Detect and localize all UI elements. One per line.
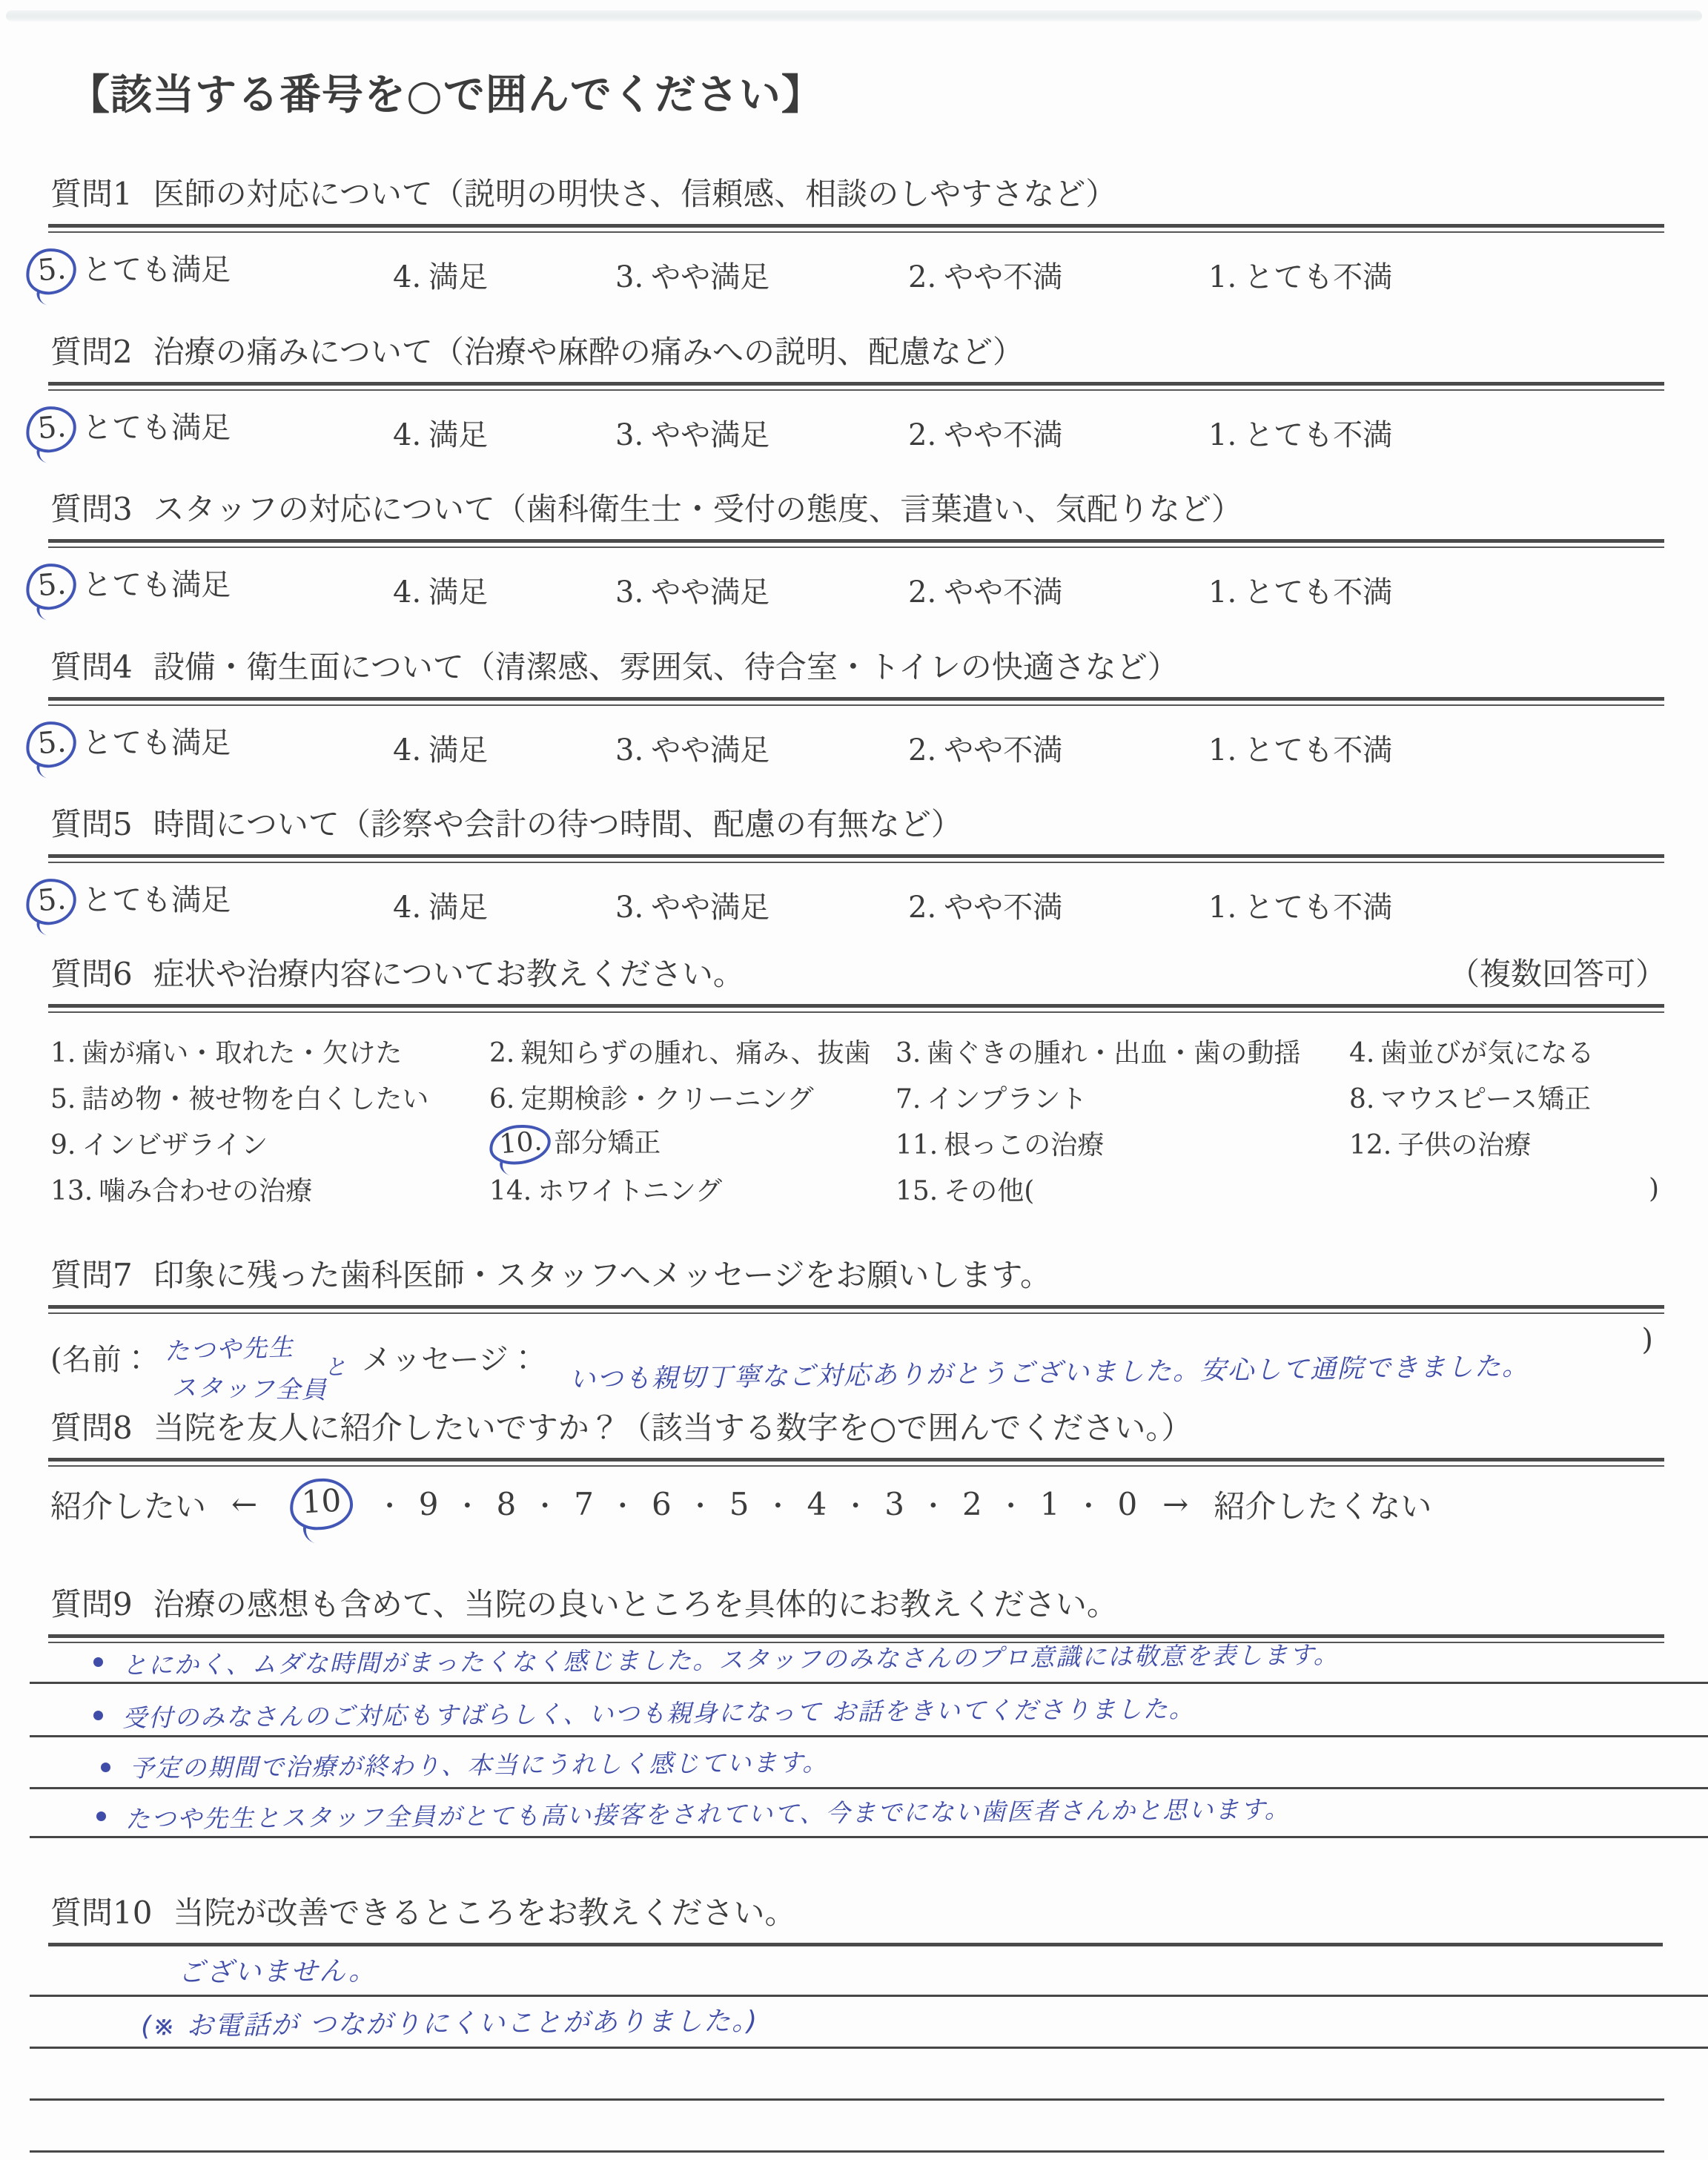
handwritten-comment-3: 予定の期間で治療が終わり、本当にうれしく感じています。 xyxy=(129,1747,829,1783)
option-4: 4. 満足 xyxy=(393,575,489,610)
question-6-title: 症状や治療内容についてお教えください。 xyxy=(153,956,744,992)
dot-separator: ・ xyxy=(376,1491,403,1522)
scan-artifact-bar xyxy=(6,10,1702,22)
rule-divider xyxy=(48,1305,1664,1314)
scale-left-label: 紹介したい xyxy=(50,1487,207,1525)
answer-line xyxy=(30,1735,1708,1789)
dot-separator: ・ xyxy=(919,1491,947,1522)
answer-line-empty xyxy=(30,2051,1664,2101)
page-title: 【該当する番号を○で囲んでください】 xyxy=(68,70,824,119)
option-5: 5. とても満足 xyxy=(26,561,231,610)
option-3: 3. やや満足 xyxy=(615,575,770,610)
question-4-heading xyxy=(50,648,1666,687)
handwritten-phone-note: (※ お電話が つながりにくいことがありました。) xyxy=(140,2006,759,2042)
handwritten-circle-mark: 5. xyxy=(24,561,78,612)
question-2-options xyxy=(36,398,1666,462)
question-6-label: 質問6 xyxy=(50,956,133,992)
rule-divider xyxy=(48,1458,1664,1467)
handwritten-circle-mark: 5. xyxy=(24,404,78,455)
question-4-label: 質問4 xyxy=(50,649,133,685)
question-10 xyxy=(50,1894,1666,2042)
question-4 xyxy=(36,648,1666,777)
question-2-heading xyxy=(50,333,1666,371)
handwritten-message: いつも親切丁寧なご対応ありがとうございました。安心して通院できました。 xyxy=(569,1351,1530,1396)
question-5 xyxy=(36,805,1666,934)
right-arrow-icon: → xyxy=(1162,1486,1189,1522)
option-1: 1. とても不満 xyxy=(1208,891,1393,925)
option-3: 3. やや満足 xyxy=(615,733,770,767)
dot-separator: ・ xyxy=(842,1491,870,1522)
question-9-heading xyxy=(50,1585,1666,1624)
handwritten-comment-4: たつや先生とスタッフ全員がとても高い接客をされていて、今までにない歯医者さんかと思います。 xyxy=(125,1794,1291,1834)
question-1-title: 医師の対応について（説明の明快さ、信頼感、相談のしやすさなど） xyxy=(153,176,1117,212)
question-1-label: 質問1 xyxy=(50,176,133,212)
q6-option-14: 14. ホワイトニング xyxy=(489,1175,723,1206)
handwritten-circle-mark xyxy=(288,1477,354,1531)
option-label: とても満足 xyxy=(82,253,231,287)
question-5-heading xyxy=(50,805,1666,844)
question-3-heading xyxy=(50,490,1666,529)
dot-separator: ・ xyxy=(686,1491,714,1522)
scale-number-8: 8 xyxy=(496,1486,517,1522)
rule-divider xyxy=(48,697,1664,706)
handwritten-circle-mark: 5. xyxy=(24,719,78,770)
dot-separator: ・ xyxy=(997,1491,1025,1522)
question-8 xyxy=(50,1409,1666,1530)
question-9-title: 治療の感想も含めて、当院の良いところを具体的にお教えください。 xyxy=(153,1586,1118,1622)
q6-option-10: 10. 部分矯正 xyxy=(489,1122,896,1164)
question-3-label: 質問3 xyxy=(50,491,133,527)
option-5: 5. とても満足 xyxy=(26,719,231,767)
answer-line xyxy=(30,1630,1708,1684)
q6-option-8: 8. マウスピース矯正 xyxy=(1349,1083,1592,1114)
option-4: 4. 満足 xyxy=(393,418,489,452)
question-7-title: 印象に残った歯科医師・スタッフへメッセージをお願いします。 xyxy=(153,1257,1052,1293)
answer-line xyxy=(30,1999,1708,2049)
option-3: 3. やや満足 xyxy=(615,891,770,925)
option-3: 3. やや満足 xyxy=(615,418,770,452)
option-2: 2. やや不満 xyxy=(908,575,1063,610)
scale-number-1: 1 xyxy=(1039,1486,1060,1522)
rule-divider xyxy=(48,854,1664,863)
question-6-options xyxy=(50,1028,1666,1212)
scale-right-label: 紹介したくない xyxy=(1214,1487,1432,1525)
answer-line xyxy=(30,1946,1708,1997)
q6-other-close-paren: ) xyxy=(1648,1173,1659,1204)
question-8-title: 当院を友人に紹介したいですか？（該当する数字を○で囲んでください。） xyxy=(153,1410,1193,1446)
q6-option-2: 2. 親知らずの腫れ、痛み、抜歯 xyxy=(489,1037,871,1069)
question-8-heading xyxy=(50,1409,1666,1447)
question-4-title: 設備・衛生面について（清潔感、雰囲気、待合室・トイレの快適さなど） xyxy=(153,649,1179,685)
question-3-options xyxy=(36,555,1666,619)
option-3: 3. やや満足 xyxy=(615,260,770,294)
q6-option-4: 4. 歯並びが気になる xyxy=(1349,1037,1595,1069)
scale-number-7: 7 xyxy=(574,1486,594,1522)
question-5-label: 質問5 xyxy=(50,806,133,842)
question-2-title: 治療の痛みについて（治療や麻酔の痛みへの説明、配慮など） xyxy=(153,334,1025,370)
q6-option-9: 9. インビザライン xyxy=(50,1129,268,1160)
question-6-heading xyxy=(50,955,1666,994)
close-paren: ) xyxy=(1641,1323,1653,1357)
answer-line xyxy=(30,1683,1708,1737)
option-2: 2. やや不満 xyxy=(908,733,1063,767)
option-5: 5. とても満足 xyxy=(26,876,231,925)
question-9-label: 質問9 xyxy=(50,1586,133,1622)
question-5-options xyxy=(36,871,1666,934)
question-4-options xyxy=(36,713,1666,777)
option-2: 2. やや不満 xyxy=(908,418,1063,452)
name-field-label: (名前： xyxy=(50,1343,151,1377)
question-7 xyxy=(50,1256,1666,1434)
handwritten-circle-mark xyxy=(24,246,78,297)
question-10-heading xyxy=(50,1894,1666,1932)
question-5-title: 時間について（診察や会計の待つ時間、配慮の有無など） xyxy=(153,806,962,842)
question-1-options xyxy=(36,240,1666,304)
option-2: 2. やや不満 xyxy=(908,891,1063,925)
dot-separator: ・ xyxy=(532,1491,559,1522)
question-1 xyxy=(36,175,1666,304)
bullet-dot-icon xyxy=(96,1811,106,1821)
q6-option-15: 15. その他( xyxy=(896,1175,1035,1206)
rule-divider xyxy=(48,1004,1664,1013)
scale-number-5: 5 xyxy=(729,1486,749,1522)
q6-option-6: 6. 定期検診・クリーニング xyxy=(489,1083,814,1114)
dot-separator: ・ xyxy=(609,1491,636,1522)
q6-option-7: 7. インプラント xyxy=(896,1083,1088,1114)
question-2 xyxy=(36,333,1666,462)
question-8-label: 質問8 xyxy=(50,1410,133,1446)
q6-option-1: 1. 歯が痛い・取れた・欠けた xyxy=(50,1037,403,1069)
question-1-heading xyxy=(50,175,1666,214)
question-2-label: 質問2 xyxy=(50,334,133,370)
answer-line xyxy=(30,1787,1708,1838)
question-7-heading xyxy=(50,1256,1666,1295)
dot-separator: ・ xyxy=(1075,1491,1102,1522)
q6-option-12: 12. 子供の治療 xyxy=(1349,1129,1532,1160)
question-10-label: 質問10 xyxy=(50,1895,153,1931)
question-7-label: 質問7 xyxy=(50,1257,133,1293)
nps-scale-row xyxy=(50,1479,1666,1530)
rule-divider xyxy=(48,539,1664,548)
question-10-title: 当院が改善できるところをお教えください。 xyxy=(173,1895,796,1931)
option-4: 4. 満足 xyxy=(393,891,489,925)
rule-divider xyxy=(48,224,1664,233)
option-1: 1. とても不満 xyxy=(1208,733,1393,767)
option-5: 5. とても満足 xyxy=(26,404,231,452)
q6-option-5: 5. 詰め物・被せ物を白くしたい xyxy=(50,1083,429,1114)
handwritten-name: たつや先生 と スタッフ全員 xyxy=(164,1332,348,1404)
multiple-answers-note: （複数回答可） xyxy=(1448,956,1666,992)
handwritten-circle-mark: 10. xyxy=(488,1122,553,1166)
handwritten-comment-1: とにかく、ムダな時間がまったくなく感じました。スタッフのみなさんのプロ意識には敬意を表します。 xyxy=(122,1639,1340,1680)
dot-separator: ・ xyxy=(764,1491,792,1522)
option-4: 4. 満足 xyxy=(393,260,489,294)
message-field-label: メッセージ： xyxy=(362,1343,538,1377)
option-1: 1. とても不満 xyxy=(1208,260,1393,294)
question-6 xyxy=(50,955,1666,1212)
bullet-dot-icon xyxy=(93,1711,103,1720)
option-number: 5. xyxy=(36,251,67,288)
option-2: 2. やや不満 xyxy=(908,260,1063,294)
scale-number-9: 9 xyxy=(418,1486,439,1522)
option-4: 4. 満足 xyxy=(393,733,489,767)
scale-number-6: 6 xyxy=(651,1486,672,1522)
bullet-dot-icon xyxy=(101,1763,110,1772)
handwritten-circle-mark: 5. xyxy=(24,876,78,927)
bullet-dot-icon xyxy=(93,1657,103,1667)
dot-separator: ・ xyxy=(454,1491,481,1522)
q6-option-11: 11. 根っこの治療 xyxy=(896,1129,1105,1160)
rule-divider xyxy=(48,382,1664,391)
handwritten-comment-2: 受付のみなさんのご対応もすばらしく、いつも親身になって お話をきいてくださりました。 xyxy=(122,1694,1195,1733)
scale-number-4: 4 xyxy=(807,1486,827,1522)
question-3-title: スタッフの対応について（歯科衛生士・受付の態度、言葉遣い、気配りなど） xyxy=(153,491,1242,527)
option-5 xyxy=(26,246,231,294)
option-1: 1. とても不満 xyxy=(1208,418,1393,452)
option-1: 1. とても不満 xyxy=(1208,575,1393,610)
left-arrow-icon: ← xyxy=(231,1486,258,1522)
scale-number-0: 0 xyxy=(1117,1486,1138,1522)
answer-line-empty xyxy=(30,2103,1664,2153)
q6-option-3: 3. 歯ぐきの腫れ・出血・歯の動揺 xyxy=(896,1037,1301,1069)
question-3 xyxy=(36,490,1666,619)
scale-number-10: 10 xyxy=(300,1482,342,1521)
handwritten-no-improvement: ございません。 xyxy=(177,1955,377,1989)
scale-number-2: 2 xyxy=(961,1486,982,1522)
scale-number-3: 3 xyxy=(884,1486,904,1522)
question-9 xyxy=(50,1585,1666,1834)
q6-option-13: 13. 噛み合わせの治療 xyxy=(50,1175,313,1206)
